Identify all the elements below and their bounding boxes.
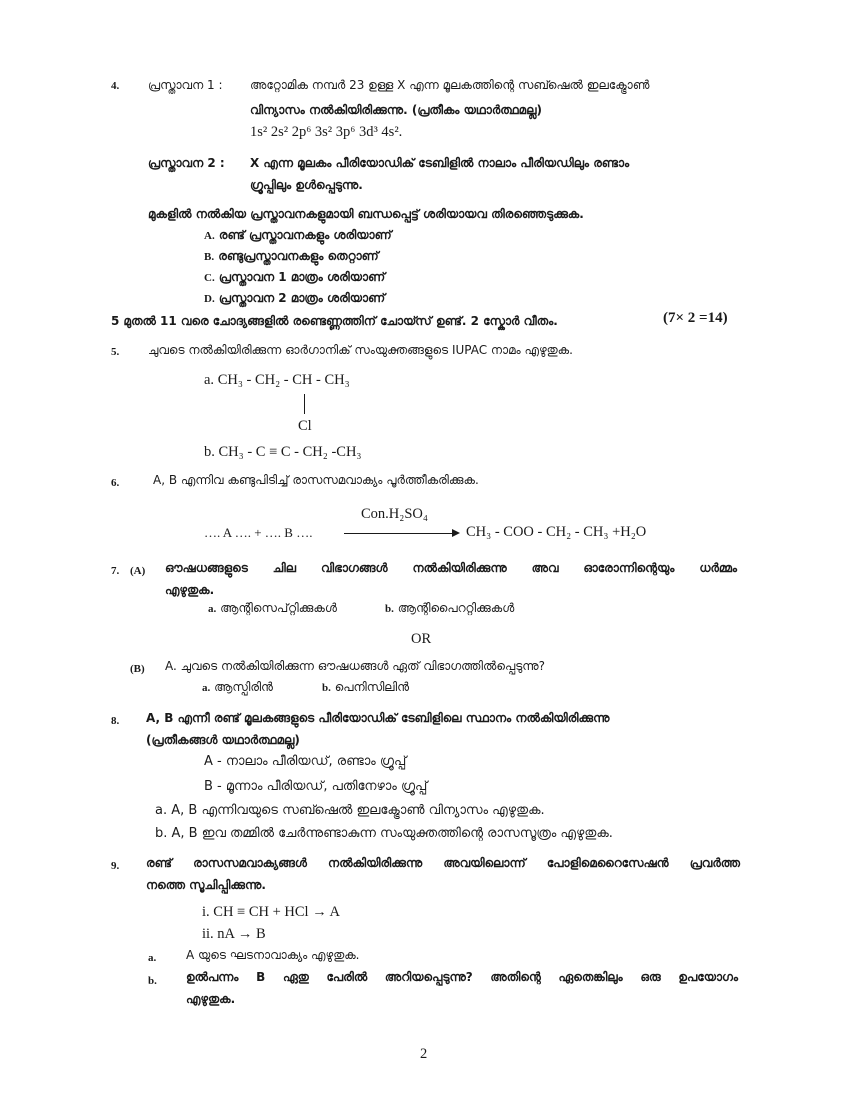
q7-b-item-a xyxy=(202,680,273,695)
q4-statement1-label: പ്രസ്താവന 1 : xyxy=(148,78,223,92)
q5-a-substituent: Cl xyxy=(298,418,312,434)
q9-a-key: a. xyxy=(148,952,157,964)
q7-a-line1: ഔഷധങ്ങളുടെ ചില വിഭാഗങ്ങൾ നൽകിയിരിക്കുന്നു അവ ഓരോന്നിന്റെയും ധർമ്മം xyxy=(165,561,737,575)
q7-a-line2: എഴുതുക. xyxy=(165,583,215,597)
q4-number: 4. xyxy=(111,80,120,92)
q4-statement2-label: പ്രസ്താവന 2 : xyxy=(148,156,225,170)
q7-or-separator: OR xyxy=(411,631,432,647)
q5-number: 5. xyxy=(111,346,120,358)
q9-number: 9. xyxy=(111,860,120,872)
q5-bond-line xyxy=(304,394,305,414)
option-text: പ്രസ്താവന 2 മാത്രം ശരിയാണ് xyxy=(218,291,386,305)
option-text: രണ്ടുപ്രസ്താവനകളും തെറ്റാണ് xyxy=(218,249,379,263)
q9-equation-1: i. CH ≡ CH + HCl → A xyxy=(202,904,341,920)
q4-instruction: മുകളിൽ നൽകിയ പ്രസ്താവനകളുമായി ബന്ധപ്പെട്ട് ശരിയായവ തിരഞ്ഞെടുക്കുക. xyxy=(148,207,584,221)
q6-number: 6. xyxy=(111,477,120,489)
q7-part-b-tag: (B) xyxy=(130,663,145,675)
q5-b-label: b. xyxy=(204,444,215,460)
q8-sub-a: a. A, B എന്നിവയുടെ സബ്ഷെൽ ഇലക്ട്രോൺ വിന്യാസം എഴുതുക. xyxy=(155,803,545,818)
option-key: A. xyxy=(204,230,215,242)
q7-part-a-tag: (A) xyxy=(130,565,146,577)
q7-a-item-a xyxy=(208,601,337,616)
section-marks: (7× 2 =14) xyxy=(663,310,728,326)
q9-b-line1: ഉൽപന്നം B ഏതു പേരിൽ അറിയപ്പെടുന്നു? അതിന്റെ ഏതെങ്കിലും ഒരു ഉപയോഗം xyxy=(186,970,738,984)
q8-line2: (പ്രതീകങ്ങൾ യഥാർത്ഥമല്ല) xyxy=(146,733,300,747)
q7-b-item-b xyxy=(322,680,409,695)
q4-statement2-line1: X എന്ന മൂലകം പീരിയോഡിക് ടേബിളിൽ നാലാം പീരിയഡിലും രണ്ടാം xyxy=(250,156,630,170)
q4-statement2-line2: ഗ്രൂപ്പിലും ഉൾപ്പെടുന്നു. xyxy=(250,178,363,192)
option-key: B. xyxy=(204,251,215,263)
q9-equation-2: ii. nA → B xyxy=(202,926,266,942)
q5-b-structure: CH₃ - C ≡ C - CH₂ -CH₃ xyxy=(218,444,362,460)
q6-products: CH₃ - COO - CH₂ - CH₃ +H₂O xyxy=(466,524,647,540)
q4-option-c xyxy=(204,270,385,285)
q6-arrow-head xyxy=(452,529,460,537)
q5-a-label: a. xyxy=(204,372,215,388)
q4-option-b xyxy=(204,249,379,264)
q9-b-key: b. xyxy=(148,975,157,987)
q4-option-d xyxy=(204,291,385,306)
q8-number: 8. xyxy=(111,715,120,727)
q8-line1: A, B എന്നീ രണ്ട് മൂലകങ്ങളുടെ പീരിയോഡിക് ടേബിളിലെ സ്ഥാനം നൽകിയിരിക്കുന്നു xyxy=(146,711,610,725)
option-text: പ്രസ്താവന 1 മാത്രം ശരിയാണ് xyxy=(218,270,386,284)
q6-reaction-arrow xyxy=(344,533,454,534)
q6-reactants: …. A …. + …. B …. xyxy=(204,525,313,540)
q4-electron-config: 1s² 2s² 2p⁶ 3s² 3p⁶ 3d³ 4s². xyxy=(250,124,403,140)
q4-statement1-line1: അറ്റോമിക നമ്പർ 23 ഉള്ള X എന്ന മൂലകത്തിന്റെ സബ്ഷെൽ ഇലക്ട്രോൺ xyxy=(250,78,650,92)
item-text: ആസ്പിരിൻ xyxy=(214,680,273,694)
item-text: ആന്റിപൈററ്റിക്കുകൾ xyxy=(397,601,515,615)
q9-line2: നത്തെ സൂചിപ്പിക്കുന്നു. xyxy=(146,878,266,892)
q6-text: A, B എന്നിവ കണ്ടുപിടിച്ച് രാസസമവാക്യം പൂർത്തീകരിക്കുക. xyxy=(153,473,479,487)
option-text: രണ്ട് പ്രസ്താവനകളും ശരിയാണ് xyxy=(218,228,392,242)
q4-statement1-line2: വിന്യാസം നൽകിയിരിക്കുന്നു. (പ്രതീകം യഥാർത്ഥമല്ല) xyxy=(250,103,542,117)
item-key: b. xyxy=(322,682,331,694)
q9-a-text: A യുടെ ഘടനാവാക്യം എഴുതുക. xyxy=(186,948,360,962)
item-text: ആന്റിസെപ്റ്റിക്കുകൾ xyxy=(220,601,337,615)
item-key: b. xyxy=(385,603,394,615)
q8-position-a: A - നാലാം പീരിയഡ്, രണ്ടാം ഗ്രൂപ്പ് xyxy=(204,754,407,769)
item-text: പെനിസിലിൻ xyxy=(334,680,410,694)
q5-a-formula xyxy=(204,372,350,389)
q6-catalyst: Con.H₂SO₄ xyxy=(361,506,428,522)
q7-number: 7. xyxy=(111,565,120,577)
option-key: D. xyxy=(204,293,215,305)
q9-b-line2: എഴുതുക. xyxy=(186,992,236,1006)
q5-b-formula xyxy=(204,444,361,461)
q8-sub-b: b. A, B ഇവ തമ്മിൽ ചേർന്നുണ്ടാകുന്ന സംയുക്തത്തിന്റെ രാസസൂത്രം എഴുതുക. xyxy=(155,826,613,841)
q8-position-b: B - മൂന്നാം പീരിയഡ്, പതിനേഴാം ഗ്രൂപ്പ് xyxy=(204,779,428,794)
item-key: a. xyxy=(208,603,217,615)
q5-text: ചുവടെ നൽകിയിരിക്കുന്ന ഓർഗാനിക് സംയുക്തങ്ങളുടെ IUPAC നാമം എഴുതുക. xyxy=(148,343,573,357)
q4-option-a xyxy=(204,228,392,243)
item-key: a. xyxy=(202,682,211,694)
section-instruction: 5 മുതൽ 11 വരെ ചോദ്യങ്ങളിൽ രണ്ടെണ്ണത്തിന് ചോയ്സ് ഉണ്ട്. 2 സ്കോർ വീതം. xyxy=(111,314,558,328)
page-number: 2 xyxy=(420,1046,428,1062)
q7-b-line: A. ചുവടെ നൽകിയിരിക്കുന്ന ഔഷധങ്ങൾ ഏത് വിഭാഗത്തിൽപ്പെടുന്നു? xyxy=(165,659,546,673)
q9-line1: രണ്ട് രാസസമവാക്യങ്ങൾ നൽകിയിരിക്കുന്നു അവയിലൊന്ന് പോളിമെറൈസേഷൻ പ്രവർത്ത xyxy=(146,856,740,870)
q5-a-structure: CH₃ - CH₂ - CH - CH₃ xyxy=(217,372,350,388)
q7-a-item-b xyxy=(385,601,514,616)
option-key: C. xyxy=(204,272,215,284)
